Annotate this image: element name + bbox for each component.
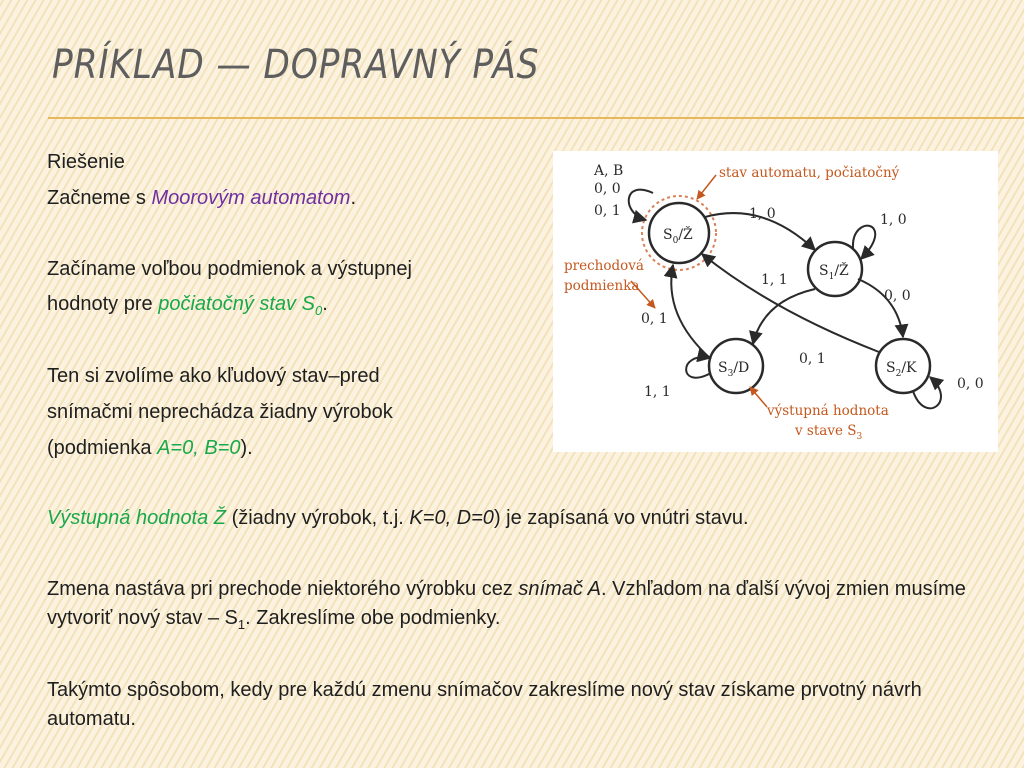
text-highlight-initial-state: [158, 293, 323, 318]
annotation-transition-2: podmienka: [564, 278, 640, 294]
state-s1-label: $S_1/Ž$: [819, 263, 849, 282]
loop-s0: [629, 190, 653, 220]
state-s0-label: $S_0/Ž$: [663, 227, 693, 246]
text-plain: . Zakreslíme obe podmienky.: [245, 607, 501, 629]
text-plain: Začneme s: [47, 187, 152, 209]
text-line-condition: [47, 437, 253, 460]
text-green: počiatočný stav S: [158, 293, 315, 315]
transition-s3-s0: [671, 265, 711, 359]
text-line-moore: [47, 187, 356, 210]
state-s3-label: $S_3/D$: [718, 360, 750, 379]
label-s3-s0: 0, 1: [641, 311, 668, 327]
text-plain: . Vzhľadom na ďalší vývoj zmien musíme vytvoriť nový stav – S: [47, 578, 966, 629]
label-s2-loop: 0, 0: [957, 376, 984, 392]
annotation-transition-1: prechodová: [564, 258, 644, 274]
text-italic: snímač A: [518, 578, 601, 600]
annotation-initial-state: stav automatu, počiatočný: [719, 165, 900, 181]
annotation-output-1: výstupná hodnota: [767, 403, 889, 419]
title-divider: [48, 117, 1024, 119]
label-s0-s1: 1, 0: [749, 206, 776, 222]
s0-loop-condition-2: 0, 1: [594, 203, 621, 219]
text-highlight-condition: A=0, B=0: [157, 437, 241, 459]
state-diagram-figure: [553, 151, 998, 452]
label-s1-loop: 1, 0: [880, 212, 907, 228]
text-plain: ) je zapísaná vo vnútri stavu.: [493, 507, 749, 529]
loop-s3: [686, 357, 711, 378]
s0-loop-condition-1: 0, 0: [594, 181, 621, 197]
text-plain: hodnoty pre: [47, 293, 159, 315]
label-s3-loop: 1, 1: [644, 384, 671, 400]
text-plain: (žiadny výrobok, t.j.: [226, 507, 410, 529]
annotation-arrow-output: [750, 387, 767, 407]
transition-s1-s3: [753, 289, 815, 344]
slide-title: PRÍKLAD — DOPRAVNÝ PÁS: [52, 42, 540, 88]
text-highlight-output: Výstupná hodnota Ž: [47, 507, 227, 529]
state-s2-label: $S_2/K$: [886, 360, 917, 379]
text-plain: .: [350, 187, 357, 209]
paragraph-output-value: [47, 504, 997, 533]
heading-solution: Riešenie: [47, 151, 125, 173]
label-s1-s2: 0, 0: [884, 288, 911, 304]
text-plain: ).: [240, 437, 253, 459]
text-plain: Zmena nastáva pri prechode niektorého výrobku cez: [47, 578, 519, 600]
text-plain: (podmienka: [47, 437, 158, 459]
text-plain: .: [322, 293, 328, 315]
text-line-6: snímačmi neprechádza žiadny výrobok: [47, 401, 393, 423]
subscript: 0: [314, 303, 323, 318]
text-line-5: Ten si zvolíme ako kľudový stav–pred: [47, 365, 380, 387]
text-highlight-moore: Moorovým automatom: [151, 187, 351, 209]
label-s2-s0: 0, 1: [799, 351, 826, 367]
state-diagram: [553, 151, 998, 452]
text-italic: K=0, D=0: [409, 507, 494, 529]
text-line-initial-state: [47, 293, 328, 318]
annotation-output-2: v stave $S_3$: [795, 423, 863, 442]
annotation-arrow-initial: [697, 175, 716, 199]
paragraph-new-state: [47, 575, 997, 639]
text-line-3: Začíname voľbou podmienok a výstupnej: [47, 258, 412, 280]
inputs-label: A, B: [594, 163, 624, 179]
subscript: 1: [237, 617, 246, 632]
paragraph-summary: Takýmto spôsobom, kedy pre každú zmenu snímačov zakreslíme nový stav získame prvotný návrh automatu.: [47, 679, 922, 730]
label-s1-s3: 1, 1: [761, 272, 788, 288]
